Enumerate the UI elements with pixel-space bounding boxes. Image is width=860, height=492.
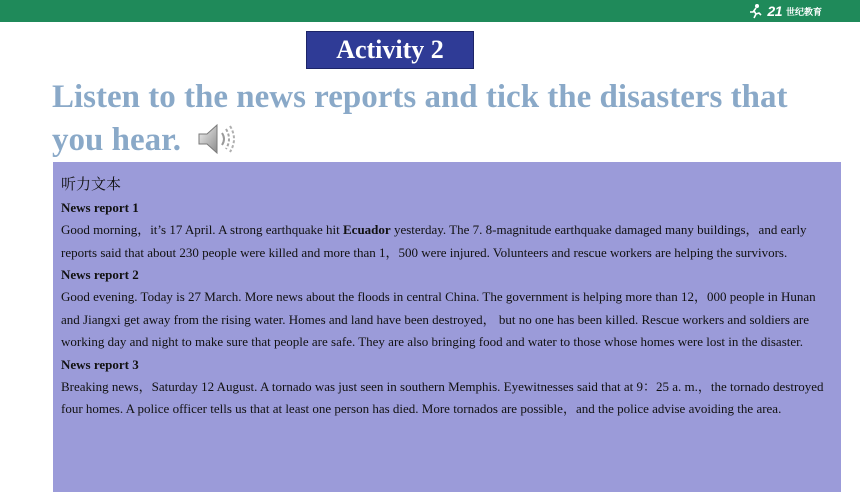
report-3-heading: News report 3	[61, 356, 139, 372]
activity-label: Activity 2	[306, 31, 474, 69]
instruction-heading	[52, 76, 812, 168]
instruction-text: Listen to the news reports and tick the disasters that you hear.	[52, 79, 788, 158]
top-banner	[0, 0, 860, 22]
report-1-text: Good morning，it’s 17 April. A strong earthquake hit Ecuador yesterday. The 7. 8-magnitude earthquake damaged many buildings，and early reports said that about 230 people were killed and more than 1，500 were injured. Volunteers and rescue workers are helping the survivors.	[61, 222, 807, 260]
listening-text-box	[53, 162, 841, 492]
brand-mark: 21	[767, 3, 782, 19]
brand-logo	[747, 2, 822, 20]
listening-text-title: 听力文本	[61, 175, 122, 193]
runner-icon	[747, 3, 763, 19]
report-2-text: Good evening. Today is 27 March. More news about the floods in central China. The government is helping more than 12，000 people in Hunan and Jiangxi get away from the rising water. Homes and land have been destroyed， but no one has been killed. Rescue workers and soldiers are working day and night to make sure that people are safe. They are also bringing food and water to those whose homes were lost in the disaster.	[61, 289, 816, 349]
report-1-heading: News report 1	[61, 200, 139, 215]
report-2-heading: News report 2	[61, 267, 139, 282]
ecuador-bold: Ecuador	[343, 222, 391, 237]
report-3-text: Breaking news，Saturday 12 August. A tornado was just seen in southern Memphis. Eyewitnesses said that at 9：25 a. m.，the tornado destroyed four homes. A police officer tells us that at least one person has died. More tornados are possible，and the police advise avoiding the area.	[61, 378, 824, 416]
brand-text: 世纪教育	[785, 6, 822, 17]
